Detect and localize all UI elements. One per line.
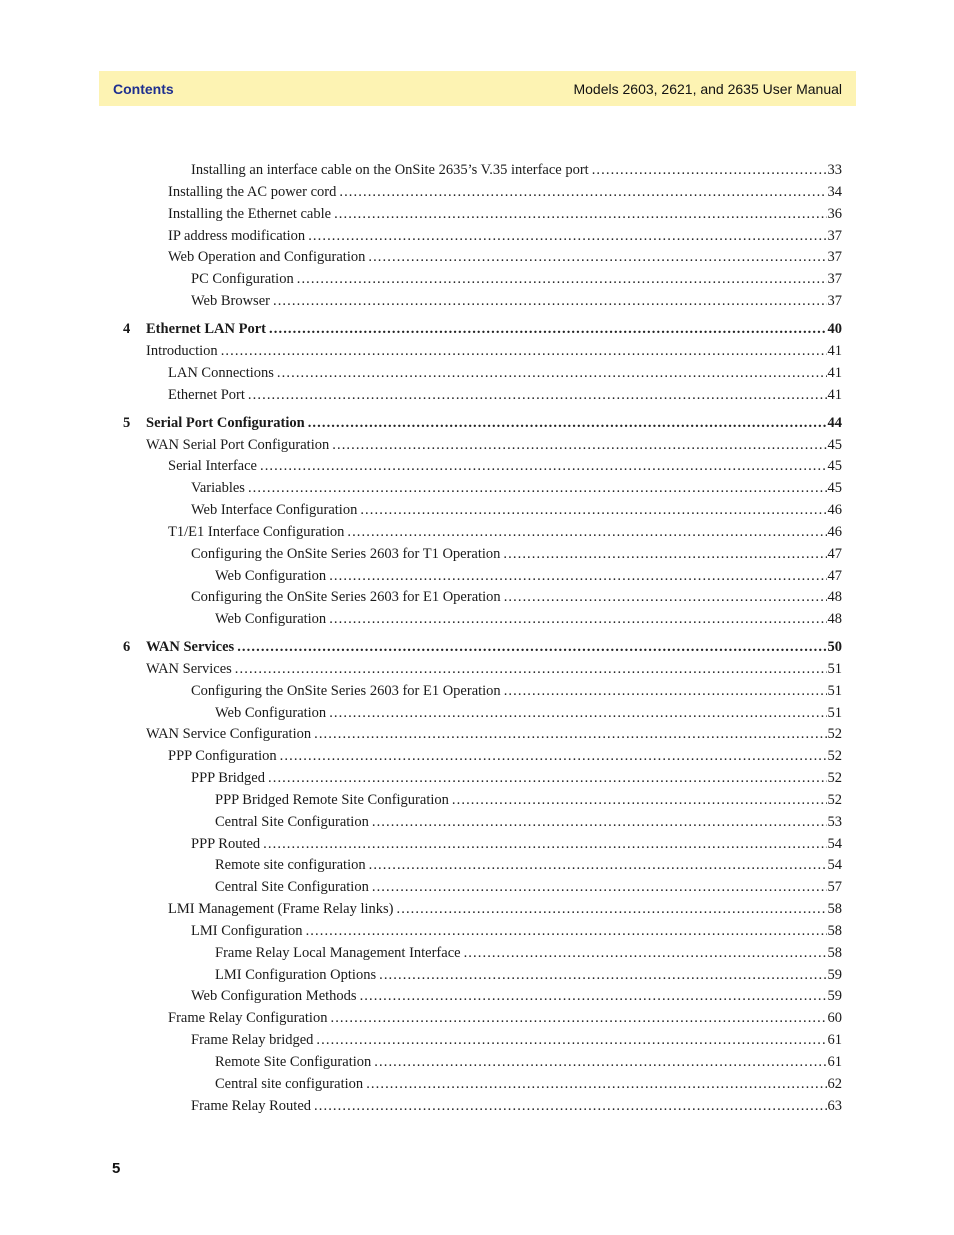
dot-leader [347,524,826,541]
toc-page-number: 37 [827,249,842,265]
dot-leader [464,945,827,962]
toc-entry[interactable] [168,901,842,923]
toc-entry-title: Frame Relay Routed [191,1098,312,1114]
page-number: 5 [112,1160,121,1177]
dot-leader [314,726,826,743]
toc-entry-title: Web Browser [191,293,270,309]
toc-page-number: 51 [827,705,842,721]
toc-entry-title: Variables [191,480,245,496]
toc-page-number: 53 [827,814,842,830]
toc-entry-title: Central Site Configuration [215,879,369,895]
dot-leader [397,901,827,918]
toc-entry[interactable] [191,923,842,945]
dot-leader [235,661,827,678]
toc-entry[interactable] [146,661,842,683]
toc-page-number: 37 [827,228,842,244]
toc-page-number: 60 [827,1010,842,1026]
toc-entry-title: Serial Port Configuration [146,415,305,431]
toc-page-number: 46 [827,502,842,518]
toc-entry[interactable] [215,879,842,901]
toc-entry-title: LMI Configuration Options [215,967,377,983]
toc-entry-title: Remote Site Configuration [215,1054,372,1070]
toc-entry[interactable] [191,546,842,568]
toc-entry[interactable] [215,857,842,879]
toc-page-number: 37 [827,293,842,309]
toc-page-number: 33 [827,162,842,178]
chapter-number: 4 [123,321,131,337]
toc-page-number: 51 [827,661,842,677]
toc-page-number: 58 [827,945,842,961]
toc-entry[interactable] [191,271,842,293]
toc-page-number: 58 [827,901,842,917]
toc-entry-title: WAN Services [146,639,235,655]
toc-entry[interactable] [191,1032,842,1054]
toc-entry-title: Ethernet LAN Port [146,321,267,337]
toc-entry-title: PPP Bridged [191,770,265,786]
dot-leader [504,589,827,606]
toc-page-number: 52 [827,792,842,808]
toc-entry[interactable] [215,814,842,836]
dot-leader [329,611,826,628]
toc-page-number: 57 [827,879,842,895]
toc-entry[interactable] [191,480,842,502]
toc-entry-title: WAN Serial Port Configuration [146,437,330,453]
toc-entry-title: WAN Service Configuration [146,726,312,742]
dot-leader [308,228,826,245]
dot-leader [248,480,827,497]
toc-entry-title: Introduction [146,343,218,359]
dot-leader [297,271,827,288]
toc-page-number: 40 [827,321,842,337]
toc-entry[interactable] [215,568,842,590]
dot-leader [280,748,827,765]
toc-page-number: 45 [827,480,842,496]
dot-leader [503,546,826,563]
toc-page-number: 54 [827,857,842,873]
dot-leader [339,184,826,201]
toc-entry-title: Web Operation and Configuration [168,249,366,265]
dot-leader [329,705,826,722]
toc-entry[interactable] [191,1098,842,1120]
toc-entry[interactable] [191,770,842,792]
dot-leader [277,365,827,382]
toc-entry[interactable] [215,705,842,727]
toc-entry[interactable] [168,458,842,480]
dot-leader [263,836,826,853]
toc-entry[interactable] [215,792,842,814]
toc-entry-title: LAN Connections [168,365,274,381]
toc-page-number: 45 [827,437,842,453]
toc-page-number: 48 [827,611,842,627]
toc-entry[interactable] [168,249,842,271]
toc-chapter-entry[interactable] [123,639,842,661]
toc-chapter-entry[interactable] [123,415,842,437]
toc-entry-title: PPP Configuration [168,748,277,764]
toc-entry[interactable] [215,945,842,967]
dot-leader [369,857,827,874]
dot-leader [308,415,827,432]
toc-entry[interactable] [191,502,842,524]
toc-page-number: 44 [827,415,842,431]
toc-page-number: 45 [827,458,842,474]
dot-leader [221,343,827,360]
toc-entry[interactable] [191,836,842,858]
toc-entry-title: WAN Services [146,661,232,677]
dot-leader [316,1032,826,1049]
toc-entry-title: Web Configuration [215,568,327,584]
toc-entry-title: PC Configuration [191,271,294,287]
dot-leader [360,502,826,519]
toc-entry-title: Configuring the OnSite Series 2603 for E1 Operation [191,589,501,605]
toc-entry-title: Frame Relay Local Management Interface [215,945,461,961]
toc-entry-title: IP address modification [168,228,306,244]
toc-entry-title: Serial Interface [168,458,257,474]
toc-entry-title: Installing the Ethernet cable [168,206,332,222]
dot-leader [332,437,826,454]
dot-leader [306,923,827,940]
toc-entry-title: Central site configuration [215,1076,364,1092]
dot-leader [592,162,827,179]
manual-title: Models 2603, 2621, and 2635 User Manual [573,80,842,97]
dot-leader [372,879,827,896]
toc-entry-title: Central Site Configuration [215,814,369,830]
toc-page-number: 61 [827,1032,842,1048]
toc-entry[interactable] [191,683,842,705]
toc-entry-title: Configuring the OnSite Series 2603 for T1 Operation [191,546,501,562]
toc-entry[interactable] [146,726,842,748]
toc-entry-title: Web Configuration Methods [191,988,357,1004]
toc-page-number: 41 [827,343,842,359]
toc-page-number: 37 [827,271,842,287]
toc-entry-title: Installing the AC power cord [168,184,337,200]
toc-entry[interactable] [146,343,842,365]
toc-page-number: 51 [827,683,842,699]
toc-entry-title: LMI Configuration [191,923,303,939]
toc-entry[interactable] [146,437,842,459]
dot-leader [330,1010,826,1027]
toc-page-number: 47 [827,568,842,584]
toc-entry[interactable] [168,524,842,546]
chapter-number: 6 [123,639,131,655]
toc-entry[interactable] [215,1054,842,1076]
dot-leader [366,1076,826,1093]
dot-leader [268,770,827,787]
toc-entry-title: LMI Management (Frame Relay links) [168,901,394,917]
toc-entry-title: Frame Relay bridged [191,1032,314,1048]
dot-leader [360,988,827,1005]
toc-entry-title: PPP Bridged Remote Site Configuration [215,792,449,808]
toc-entry-title: T1/E1 Interface Configuration [168,524,345,540]
toc-page-number: 61 [827,1054,842,1070]
toc-entry[interactable] [191,589,842,611]
toc-page-number: 50 [827,639,842,655]
toc-entry-title: Frame Relay Configuration [168,1010,328,1026]
toc-entry-title: Web Configuration [215,705,327,721]
toc-page-number: 63 [827,1098,842,1114]
dot-leader [379,967,826,984]
toc-page-number: 41 [827,365,842,381]
toc-entry[interactable] [168,184,842,206]
toc-entry-title: Web Interface Configuration [191,502,358,518]
toc-page-number: 52 [827,748,842,764]
toc-page-number: 34 [827,184,842,200]
dot-leader [374,1054,826,1071]
dot-leader [237,639,826,656]
toc-page-number: 48 [827,589,842,605]
toc-entry[interactable] [191,162,842,184]
toc-entry[interactable] [168,387,842,409]
toc-entry[interactable] [168,365,842,387]
toc-chapter-entry[interactable] [123,321,842,343]
toc-entry-title: PPP Routed [191,836,261,852]
dot-leader [368,249,826,266]
toc-entry[interactable] [168,748,842,770]
chapter-number: 5 [123,415,131,431]
toc-page-number: 36 [827,206,842,222]
toc-entry-title: Ethernet Port [168,387,245,403]
toc-entry-title: Remote site configuration [215,857,366,873]
toc-entry-title: Installing an interface cable on the OnSite 2635’s V.35 interface port [191,162,589,178]
toc-page-number: 62 [827,1076,842,1092]
toc-entry-title: Web Configuration [215,611,327,627]
toc-entry[interactable] [215,967,842,989]
toc-page-number: 54 [827,836,842,852]
section-label: Contents [113,80,174,97]
dot-leader [260,458,827,475]
dot-leader [273,293,827,310]
dot-leader [248,387,827,404]
dot-leader [269,321,826,338]
dot-leader [314,1098,826,1115]
toc-page-number: 52 [827,770,842,786]
toc-page-number: 59 [827,967,842,983]
dot-leader [504,683,827,700]
toc-page-number: 52 [827,726,842,742]
dot-leader [452,792,827,809]
toc-page-number: 47 [827,546,842,562]
dot-leader [329,568,826,585]
toc-entry[interactable] [168,206,842,228]
toc-page-number: 59 [827,988,842,1004]
toc-entry[interactable] [215,611,842,633]
toc-entry-title: Configuring the OnSite Series 2603 for E1 Operation [191,683,501,699]
dot-leader [334,206,826,223]
toc-page-number: 46 [827,524,842,540]
toc-entry[interactable] [168,1010,842,1032]
dot-leader [372,814,827,831]
toc-page-number: 58 [827,923,842,939]
toc-page-number: 41 [827,387,842,403]
toc-entry[interactable] [215,1076,842,1098]
toc-entry[interactable] [191,988,842,1010]
toc-entry[interactable] [168,228,842,250]
toc-entry[interactable] [191,293,842,315]
